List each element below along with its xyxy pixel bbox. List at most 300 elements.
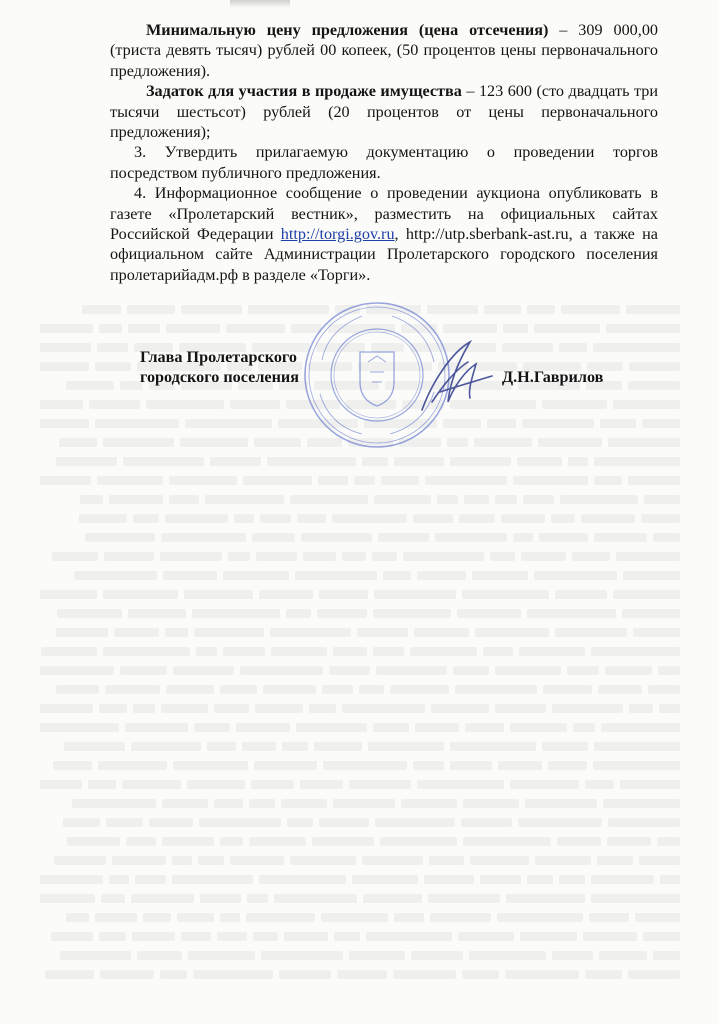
bleed-word	[251, 780, 294, 789]
bleed-word	[40, 875, 103, 884]
bleed-word	[207, 742, 236, 751]
bleed-line	[40, 775, 680, 794]
bleed-word	[249, 799, 275, 808]
bleed-word	[230, 856, 284, 865]
bleed-word	[95, 419, 179, 428]
bleed-word	[54, 856, 106, 865]
signatory-title-line1: Глава Пролетарского	[140, 348, 297, 366]
bleed-word	[282, 742, 308, 751]
bleed-word	[594, 533, 647, 542]
bleed-line	[40, 699, 680, 718]
bleed-word	[240, 666, 323, 675]
bleed-word	[177, 913, 214, 922]
bleed-word	[659, 704, 680, 713]
bleed-word	[555, 590, 607, 599]
bleed-word	[41, 647, 97, 656]
bleed-word	[378, 533, 429, 542]
bleed-word	[417, 780, 504, 789]
bleed-word	[104, 552, 154, 561]
bleed-word	[271, 647, 327, 656]
bleed-word	[585, 970, 622, 979]
bleed-word	[535, 856, 591, 865]
bleed-word	[628, 476, 680, 485]
bleed-word	[413, 761, 444, 770]
bleed-word	[510, 780, 579, 789]
bleed-word	[393, 970, 456, 979]
bleed-word	[623, 571, 680, 580]
bleed-line	[40, 509, 680, 528]
min-price-value: – 309 000,00 (триста девять тысяч) рублей 00 копеек, (50 процентов цены первоначального предложения).	[110, 21, 659, 80]
bleed-word	[80, 495, 103, 504]
bleed-word	[322, 685, 353, 694]
bleed-word	[523, 495, 554, 504]
bleed-word	[363, 894, 422, 903]
bleed-word	[653, 533, 680, 542]
bleed-word	[413, 514, 453, 523]
bleed-word	[40, 419, 89, 428]
bleed-word	[552, 704, 623, 713]
bleed-word	[525, 799, 597, 808]
bleed-word	[128, 324, 160, 333]
bleed-word	[193, 970, 273, 979]
bleed-word	[321, 913, 388, 922]
bleed-word	[85, 533, 155, 542]
bleed-word	[613, 590, 680, 599]
bleed-word	[333, 647, 367, 656]
bleed-word	[591, 647, 680, 656]
bleed-word	[242, 742, 276, 751]
bleed-word	[137, 951, 182, 960]
bleed-word	[548, 761, 587, 770]
bleed-line	[40, 737, 680, 756]
bleed-word	[513, 476, 588, 485]
bleed-word	[373, 723, 409, 732]
bleed-word	[255, 704, 303, 713]
bleed-word	[161, 704, 208, 713]
bleed-word	[522, 419, 594, 428]
bleed-word	[403, 552, 484, 561]
item-4-paragraph	[110, 183, 658, 285]
bleed-word	[457, 609, 521, 618]
bleed-word	[561, 305, 620, 314]
bleed-word	[95, 913, 137, 922]
bleed-word	[226, 324, 285, 333]
bleed-word	[223, 647, 265, 656]
bleed-word	[123, 457, 204, 466]
bleed-word	[188, 951, 255, 960]
bleed-word	[249, 837, 306, 846]
bleed-word	[40, 362, 89, 371]
bleed-word	[480, 875, 521, 884]
bleed-word	[374, 590, 456, 599]
bleed-word	[72, 799, 156, 808]
bleed-word	[376, 666, 447, 675]
signatory-title-line2: городского поселения	[140, 368, 300, 386]
bleed-word	[199, 818, 281, 827]
bleed-word	[169, 495, 199, 504]
bleed-word	[357, 628, 408, 637]
bleed-word	[450, 457, 511, 466]
bleed-line	[40, 889, 680, 908]
bleed-word	[581, 514, 635, 523]
bleed-word	[133, 704, 155, 713]
bleed-line	[40, 566, 680, 585]
bleed-word	[40, 780, 82, 789]
item-3-paragraph: 3. Утвердить прилагаемую документацию о проведении торгов посредством публичного предложения.	[110, 143, 658, 182]
bleed-word	[644, 495, 680, 504]
bleed-word	[180, 438, 248, 447]
document-body	[110, 20, 658, 285]
bleed-word	[143, 913, 171, 922]
bleed-word	[230, 400, 280, 409]
scan-artifact	[230, 0, 290, 8]
bleed-word	[45, 970, 94, 979]
bleed-word	[572, 552, 610, 561]
bleed-word	[67, 837, 120, 846]
bleed-word	[57, 609, 122, 618]
bleed-word	[362, 856, 423, 865]
bleed-word	[593, 761, 680, 770]
bleed-word	[260, 514, 291, 523]
bleed-word	[342, 552, 366, 561]
bleed-word	[120, 666, 167, 675]
bleed-line	[40, 870, 680, 889]
bleed-word	[520, 932, 577, 941]
deposit-label: Задаток для участия в продаже имущества	[146, 82, 462, 101]
bleed-line	[40, 452, 680, 471]
bleed-word	[135, 875, 166, 884]
bleed-word	[103, 647, 190, 656]
bleed-word	[312, 837, 374, 846]
bleed-line	[40, 604, 680, 623]
bleed-word	[594, 476, 622, 485]
bleed-word	[109, 495, 163, 504]
bleed-word	[88, 780, 116, 789]
bleed-word	[657, 837, 680, 846]
bleed-word	[131, 894, 194, 903]
bleed-word	[253, 932, 278, 941]
signature-block	[140, 347, 660, 387]
bleed-word	[534, 571, 617, 580]
bleed-word	[462, 590, 549, 599]
bleed-word	[597, 856, 633, 865]
bleed-word	[498, 761, 542, 770]
bleed-word	[527, 875, 553, 884]
bleed-word	[349, 780, 411, 789]
bleed-word	[101, 894, 125, 903]
bleed-word	[309, 704, 336, 713]
bleed-word	[40, 894, 95, 903]
bleed-word	[296, 723, 367, 732]
deposit-value: – 123 600 (сто двадцать три тысячи шестьсот) рублей (20 процентов от цены первоначального предложения);	[110, 82, 659, 142]
bleed-word	[89, 400, 140, 409]
bleed-word	[555, 628, 627, 637]
bleed-word	[542, 400, 607, 409]
bleed-word	[60, 951, 131, 960]
bleed-word	[589, 913, 629, 922]
bleed-word	[149, 818, 193, 827]
bleed-word	[591, 894, 680, 903]
bleed-word	[519, 647, 585, 656]
bleed-word	[472, 571, 528, 580]
bleed-word	[228, 552, 250, 561]
bleed-word	[633, 628, 680, 637]
bleed-word	[616, 552, 680, 561]
bleed-word	[463, 799, 519, 808]
bleed-word	[527, 609, 616, 618]
bleed-word	[605, 666, 652, 675]
bleed-word	[181, 305, 242, 314]
bleed-line	[40, 547, 680, 566]
bleed-word	[583, 932, 637, 941]
bleed-line	[40, 661, 680, 680]
bleed-word	[82, 305, 121, 314]
bleed-line	[40, 908, 680, 927]
bleed-word	[51, 932, 93, 941]
bleed-word	[380, 837, 457, 846]
bleed-word	[40, 704, 93, 713]
bleed-word	[103, 590, 178, 599]
bleed-word	[599, 951, 647, 960]
bleed-word	[527, 305, 555, 314]
bleed-word	[501, 514, 545, 523]
bleed-word	[411, 951, 463, 960]
bleed-word	[503, 324, 528, 333]
bleed-word	[568, 457, 588, 466]
bleed-line	[40, 623, 680, 642]
bleed-word	[40, 400, 83, 409]
min-price-paragraph	[110, 20, 658, 81]
bleed-word	[317, 609, 367, 618]
bleed-word	[497, 913, 583, 922]
bleed-word	[349, 951, 405, 960]
bleed-word	[162, 837, 214, 846]
bleed-word	[366, 932, 452, 941]
bleed-word	[459, 514, 495, 523]
bleed-word	[543, 685, 592, 694]
bleed-word	[506, 894, 585, 903]
bleed-word	[274, 894, 357, 903]
bleed-word	[98, 761, 167, 770]
bleed-word	[585, 780, 614, 789]
bleed-word	[122, 780, 181, 789]
bleed-word	[205, 495, 284, 504]
signatory-name: Д.Н.Гаврилов	[502, 368, 604, 386]
bleed-word	[243, 476, 312, 485]
bleed-word	[425, 476, 507, 485]
bleed-word	[573, 723, 595, 732]
bleed-word	[279, 970, 331, 979]
bleed-line	[40, 965, 680, 984]
bleed-word	[383, 571, 411, 580]
bleed-word	[133, 514, 159, 523]
bleed-word	[95, 362, 131, 371]
bleed-word	[270, 628, 351, 637]
bleed-word	[194, 628, 264, 637]
bleed-word	[192, 609, 280, 618]
bleed-word	[394, 913, 424, 922]
bleed-line	[40, 528, 680, 547]
bleed-word	[106, 818, 143, 827]
bleed-word	[287, 818, 313, 827]
bleed-word	[521, 552, 566, 561]
bleed-word	[97, 343, 128, 352]
bleed-word	[461, 818, 512, 827]
item-4-text-start: 4. Информационное сообщение о проведении аукциона опубликовать в газете «Пролетарский вестник», разместить на официальных сайтах Российской Федерации	[110, 184, 658, 244]
bleed-word	[300, 780, 343, 789]
bleed-word	[594, 457, 680, 466]
bleed-word	[453, 666, 489, 675]
bleed-word	[601, 723, 680, 732]
bleed-word	[284, 932, 328, 941]
bleed-word	[160, 970, 187, 979]
bleed-word	[259, 590, 313, 599]
bleed-word	[194, 723, 230, 732]
bleed-word	[234, 514, 254, 523]
bleed-word	[495, 666, 561, 675]
bleed-word	[518, 818, 602, 827]
bleed-line	[40, 642, 680, 661]
bleed-word	[375, 818, 455, 827]
bleed-word	[200, 894, 241, 903]
bleed-word	[56, 685, 99, 694]
bleed-line	[40, 813, 680, 832]
bleed-word	[40, 666, 114, 675]
bleed-word	[236, 723, 290, 732]
bleed-word	[510, 723, 567, 732]
bleed-word	[660, 875, 680, 884]
bleed-word	[450, 761, 492, 770]
bleed-word	[329, 666, 370, 675]
bleed-word	[166, 324, 220, 333]
bleed-word	[484, 305, 521, 314]
bleed-word	[286, 609, 311, 618]
bleed-line	[40, 851, 680, 870]
bleed-word	[372, 552, 397, 561]
bleed-word	[464, 495, 489, 504]
bleed-word	[297, 514, 326, 523]
bleed-word	[181, 932, 211, 941]
torgi-link[interactable]: http://torgi.gov.ru	[280, 225, 395, 244]
min-price-label: Минимальную цену предложения (цена отсечения)	[146, 21, 549, 39]
bleed-word	[362, 457, 388, 466]
bleed-word	[79, 514, 127, 523]
bleed-word	[608, 818, 680, 827]
bleed-word	[354, 476, 375, 485]
bleed-word	[173, 761, 248, 770]
bleed-word	[214, 704, 249, 713]
bleed-word	[606, 324, 680, 333]
bleed-word	[607, 837, 651, 846]
bleed-word	[352, 875, 418, 884]
bleed-word	[337, 970, 387, 979]
bleed-word	[334, 932, 360, 941]
bleed-word	[252, 533, 295, 542]
bleed-word	[40, 476, 91, 485]
bleed-word	[64, 742, 125, 751]
bleed-word	[560, 495, 638, 504]
bleed-word	[469, 951, 546, 960]
bleed-word	[163, 571, 217, 580]
bleed-word	[620, 780, 680, 789]
bleed-word	[641, 514, 680, 523]
bleed-word	[281, 799, 327, 808]
bleed-word	[613, 400, 680, 409]
bleed-word	[513, 533, 533, 542]
bleed-word	[622, 609, 680, 618]
bleed-word	[394, 457, 444, 466]
bleed-word	[97, 476, 163, 485]
bleed-word	[374, 495, 431, 504]
bleed-word	[414, 628, 469, 637]
bleed-word	[99, 704, 127, 713]
bleed-word	[169, 476, 237, 485]
bleed-word	[217, 932, 247, 941]
bleed-word	[254, 438, 301, 447]
bleed-word	[643, 932, 680, 941]
bleed-word	[223, 571, 289, 580]
bleed-word	[259, 875, 346, 884]
bleed-word	[165, 628, 188, 637]
bleed-word	[551, 514, 575, 523]
bleed-word	[495, 495, 517, 504]
bleed-word	[66, 913, 89, 922]
bleed-word	[103, 438, 174, 447]
bleed-word	[639, 856, 680, 865]
bleed-line	[40, 718, 680, 737]
bleed-word	[56, 457, 117, 466]
bleed-word	[429, 856, 464, 865]
bleed-word	[463, 837, 551, 846]
bleed-word	[323, 761, 407, 770]
bleed-word	[290, 856, 356, 865]
bleed-word	[552, 951, 593, 960]
bleed-word	[462, 970, 499, 979]
bleed-word	[373, 647, 404, 656]
bleed-word	[435, 533, 507, 542]
bleed-word	[642, 419, 680, 428]
bleed-word	[74, 571, 157, 580]
bleed-word	[125, 723, 188, 732]
bleed-word	[187, 780, 245, 789]
bleed-word	[600, 419, 636, 428]
bleed-word	[332, 514, 407, 523]
bleed-word	[470, 856, 529, 865]
bleed-word	[303, 552, 336, 561]
bleed-word	[567, 666, 599, 675]
bleed-word	[594, 742, 680, 751]
bleed-word	[40, 590, 97, 599]
bleed-word	[490, 552, 515, 561]
bleed-word	[132, 932, 175, 941]
bleed-word	[424, 875, 474, 884]
bleed-word	[198, 856, 224, 865]
bleed-word	[246, 913, 315, 922]
bleed-word	[128, 609, 186, 618]
bleed-word	[450, 742, 536, 751]
bleed-line	[40, 490, 680, 509]
bleed-word	[220, 685, 257, 694]
bleed-word	[127, 305, 175, 314]
bleed-word	[52, 552, 98, 561]
bleed-word	[40, 324, 93, 333]
bleed-word	[455, 685, 537, 694]
bleed-line	[40, 756, 680, 775]
bleed-word	[220, 837, 243, 846]
bleed-word	[290, 495, 368, 504]
bleed-word	[474, 438, 532, 447]
bleed-word	[505, 970, 579, 979]
